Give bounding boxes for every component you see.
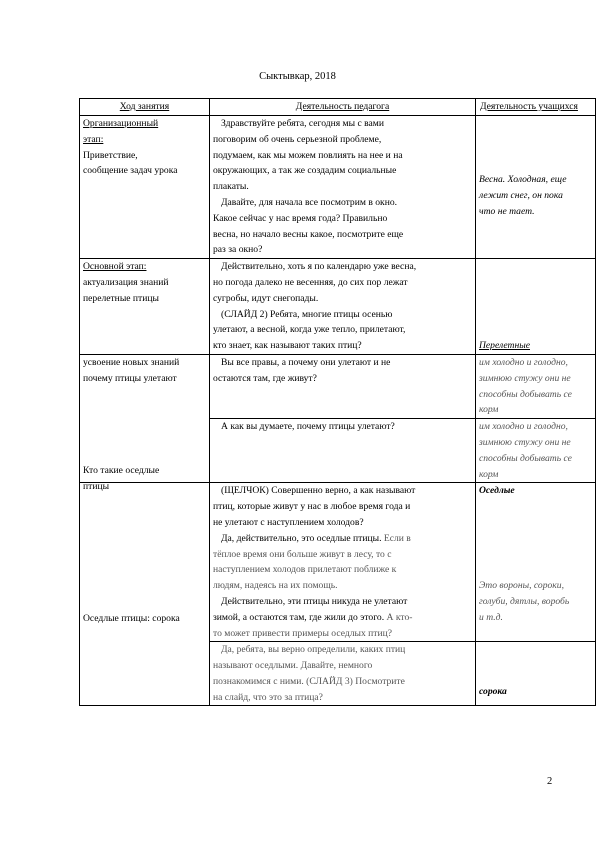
column-header: Деятельность учащихся — [476, 99, 596, 116]
page-number: 2 — [547, 776, 553, 787]
teacher-line: птиц, которые живут у нас в любое время года и — [213, 501, 411, 513]
teacher-line: Какое сейчас у нас время года? Правильно — [213, 212, 388, 224]
teacher-line: раз за окно? — [213, 244, 263, 256]
teacher-line: Давайте, для начала все посмотрим в окно. — [221, 196, 398, 208]
stage-cell — [80, 465, 210, 706]
column-header: Ход занятия — [80, 99, 210, 116]
teacher-line: тёплое время они больше живут в лесу, то с — [213, 548, 392, 560]
teacher-line: улетают, а весной, когда уже тепло, прилетают, — [213, 324, 406, 336]
students-line: им холодно и голодно, — [479, 356, 568, 368]
students-cell — [476, 419, 596, 483]
teacher-line: сугробы, идут снегопады. — [213, 292, 319, 304]
table-row — [80, 259, 596, 355]
teacher-line: весна, но начало весны какое, посмотрите еще — [213, 228, 404, 240]
stage-note: перелетные птицы — [83, 292, 159, 304]
students-line: корм — [479, 404, 499, 416]
students-line: и т.д. — [479, 611, 503, 623]
teacher-text: Если в — [381, 532, 411, 544]
stage-note: Оседлые птицы: сорока — [83, 613, 180, 625]
students-line: способны добывать се — [479, 452, 572, 464]
students-line: голуби, дятлы, воробь — [479, 595, 570, 607]
teacher-cell — [210, 483, 476, 642]
header-city-year: Сыктывкар, 2018 — [259, 71, 336, 82]
teacher-line: Действительно, хоть я по календарю уже весна, — [221, 261, 417, 273]
teacher-line: Действительно, эти птицы никуда не улетают — [221, 595, 408, 607]
students-line: зимнюю стужу они не — [479, 436, 571, 448]
students-line: Оседлые — [479, 485, 515, 497]
stage-note: почему птицы улетают — [83, 372, 177, 384]
teacher-text: зимой, а остаются там, где жили до этого. — [213, 611, 385, 623]
students-line: зимнюю стужу они не — [479, 372, 571, 384]
teacher-line: называют оседлыми. Давайте, немного — [213, 660, 373, 672]
column-header: Деятельность педагога — [210, 99, 476, 116]
teacher-line: познакомимся с ними. (СЛАЙД 3) Посмотрите — [213, 675, 405, 687]
teacher-line: кто знает, как называют таких птиц? — [213, 340, 362, 352]
teacher-line: то может привести примеры оседлых птиц? — [213, 627, 393, 639]
students-cell — [476, 642, 596, 706]
students-cell — [476, 116, 596, 259]
students-line: корм — [479, 468, 499, 480]
table-row — [80, 483, 596, 642]
table-row — [80, 354, 596, 418]
students-line: сорока — [479, 685, 507, 697]
teacher-line: окружающих, а так же создадим социальные — [213, 165, 397, 177]
teacher-text: А кто- — [384, 611, 413, 623]
stage-note: актуализация знаний — [83, 276, 169, 288]
students-cell — [476, 354, 596, 418]
table-header-row — [80, 99, 596, 116]
teacher-line: наступлением холодов прилетают поближе к — [213, 564, 397, 576]
students-line: Весна. Холодная, еще — [479, 174, 567, 185]
teacher-line: Здравствуйте ребята, сегодня мы с вами — [221, 118, 384, 129]
students-line: Перелетные — [479, 340, 530, 352]
stage-note: Кто такие оседлые — [83, 465, 160, 477]
stage-cell — [80, 116, 210, 259]
teacher-cell — [210, 259, 476, 355]
students-line: что не тает. — [479, 205, 535, 217]
teacher-line: Вы все правы, а почему они улетают и не — [221, 356, 391, 368]
teacher-line: (СЛАЙД 2) Ребята, многие птицы осенью — [221, 308, 393, 320]
stage-title: Организационный — [83, 118, 159, 129]
teacher-line: остаются там, где живут? — [213, 372, 317, 384]
students-cell — [476, 259, 596, 355]
stage-cell — [80, 259, 210, 355]
stage-note: сообщение задач урока — [83, 165, 178, 177]
students-cell — [476, 483, 596, 642]
stage-note: птицы — [83, 481, 110, 493]
table-row — [80, 116, 596, 259]
teacher-line: поговорим об очень серьезной проблеме, — [213, 133, 382, 145]
students-line: способны добывать се — [479, 388, 572, 400]
teacher-cell — [210, 419, 476, 483]
teacher-cell — [210, 354, 476, 418]
teacher-cell — [210, 116, 476, 259]
teacher-line: плакаты. — [213, 181, 249, 193]
stage-note: усвоение новых знаний — [83, 356, 180, 368]
stage-note: Приветствие, — [83, 149, 138, 161]
lesson-table — [79, 98, 596, 706]
teacher-text: Да, действительно, это оседлые птицы. — [221, 532, 382, 544]
stage-title: этап: — [83, 133, 104, 145]
teacher-line: А как вы думаете, почему птицы улетают? — [221, 421, 395, 433]
students-line: им холодно и голодно, — [479, 421, 568, 433]
teacher-line: Да, ребята, вы верно определили, каких птиц — [221, 644, 406, 656]
teacher-line: но погода далеко не весенняя, до сих пор лежат — [213, 276, 408, 288]
students-line: Это вороны, сороки, — [479, 580, 564, 592]
teacher-line — [213, 610, 472, 626]
teacher-line: подумаем, как мы можем повлиять на нее и на — [213, 149, 403, 161]
teacher-line: на слайд, что это за птица? — [213, 691, 323, 703]
stage-title: Основной этап: — [83, 261, 147, 273]
teacher-cell — [210, 642, 476, 706]
teacher-line: (ЩЕЛЧОК) Совершенно верно, а как называют — [221, 485, 416, 497]
students-line: лежит снег, он пока — [479, 189, 563, 201]
teacher-line: не улетают с наступлением холодов? — [213, 516, 364, 528]
teacher-line: людям, надеясь на их помощь. — [213, 580, 338, 592]
teacher-line — [213, 531, 472, 547]
